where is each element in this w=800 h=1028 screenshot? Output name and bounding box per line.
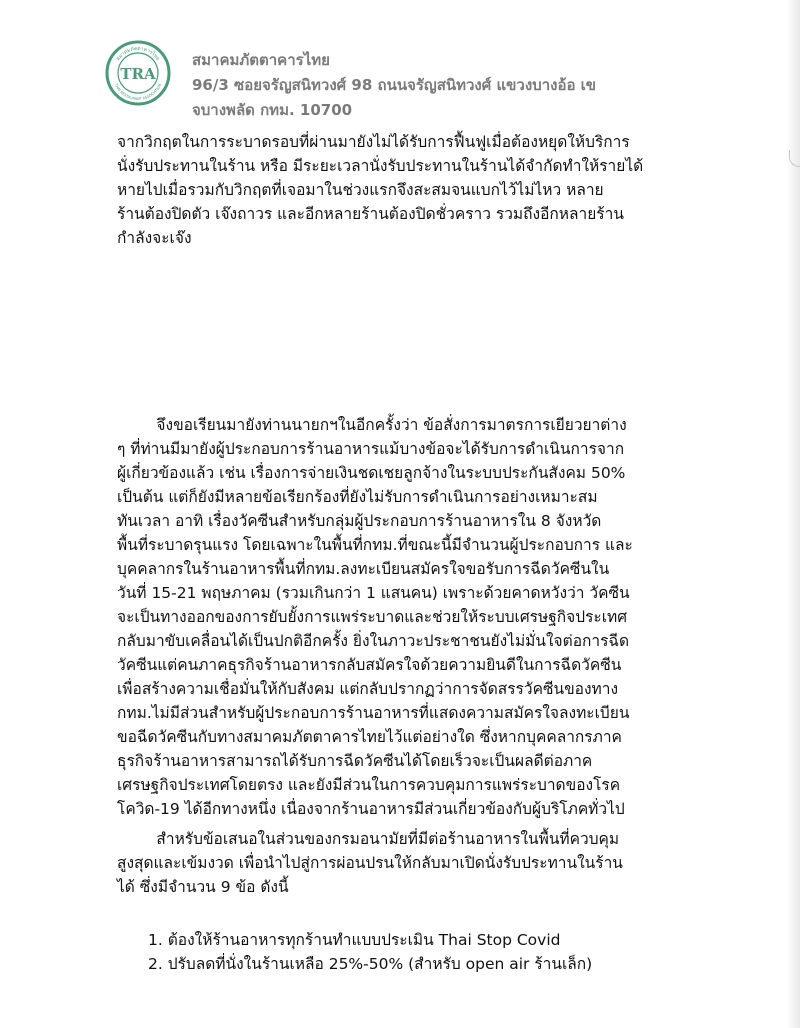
- paragraph-line: บุคคลากรในร้านอาหารพื้นที่กทม.ลงทะเบียนสมัครใจขอรับการฉีดวัคซีนใน: [117, 560, 610, 578]
- proposal-list: [148, 928, 708, 976]
- paragraph-line: หายไปเมื่อรวมกับวิกฤตที่เจอมาในช่วงแรกจึงสะสมจนแบกไว้ไม่ไหว หลาย: [117, 181, 604, 199]
- paragraph-line: โควิด-19 ได้อีกทางหนึ่ง เนื่องจากร้านอาหารมีส่วนเกี่ยวข้องกับผู้บริโภคทั่วไป: [117, 800, 625, 818]
- list-item: 1. ต้องให้ร้านอาหารทุกร้านทำแบบประเมิน Thai Stop Covid: [148, 931, 561, 949]
- paragraph-line: ทันเวลา อาทิ เรื่องวัคซีนสำหรับกลุ่มผู้ประกอบการร้านอาหารใน 8 จังหวัด: [117, 512, 602, 530]
- paragraph-line: เป็นต้น แต่ก็ยังมีหลายข้อเรียกร้องที่ยังไม่รับการดำเนินการอย่างเหมาะสม: [117, 488, 598, 506]
- paragraph-line: เพื่อสร้างความเชื่อมั่นให้กับสังคม แต่กลับปรากฏว่าการจัดสรรวัคซีนของทาง: [117, 680, 619, 698]
- logo-ring-text-top: สมาคมภัตตาคารไทย: [115, 45, 161, 62]
- paragraph-line: ๆ ที่ท่านมีมายังผู้ประกอบการร้านอาหารแม้บางข้อจะได้รับการดำเนินการจาก: [117, 440, 625, 458]
- organization-address-line-1: 96/3 ซอยจรัญสนิทวงศ์ 98 ถนนจรัญสนิทวงศ์ แขวงบางอ้อ เข: [192, 76, 597, 94]
- paragraph-line: ขอฉีดวัคซีนกับทางสมาคมภัตตาคารไทยไว้แต่อย่างใด ซึ่งหากบุคคลากรภาค: [117, 728, 622, 746]
- paragraph-line: จึงขอเรียนมายังท่านนายกฯในอีกครั้งว่า ข้อสั่งการมาตรการเยียวยาต่าง: [117, 416, 627, 434]
- paragraph-line: กลับมาขับเคลื่อนได้เป็นปกติอีกครั้ง ยิ่งในภาวะประชาชนยังไม่มั่นใจต่อการฉีด: [117, 632, 630, 650]
- paragraph-line: จะเป็นทางออกของการยับยั้งการแพร่ระบาดและช่วยให้ระบบเศรษฐกิจประเทศ: [117, 608, 628, 626]
- paragraph-line: ผู้เกี่ยวข้องแล้ว เช่น เรื่องการจ่ายเงินชดเชยลูกจ้างในระบบประกันสังคม 50%: [117, 464, 626, 482]
- paragraph-line: พื้นที่ระบาดรุนแรง โดยเฉพาะในพื้นที่กทม.ที่ขณะนี้มีจำนวนผู้ประกอบการ และ: [117, 536, 633, 554]
- list-item: 2. ปรับลดที่นั่งในร้านเหลือ 25%-50% (สำหรับ open air ร้านเล็ก): [148, 955, 593, 973]
- paragraph-line: วันที่ 15-21 พฤษภาคม (รวมเกินกว่า 1 แสนคน) เพราะด้วยคาดหวังว่า วัคซีน: [117, 584, 630, 602]
- paragraph-3: [117, 827, 707, 899]
- paragraph-line: สำหรับข้อเสนอในส่วนของกรมอนามัยที่มีต่อร้านอาหารในพื้นที่ควบคุม: [117, 830, 620, 848]
- paragraph-line: กำลังจะเจ๊ง: [117, 229, 192, 247]
- paragraph-line: ร้านต้องปิดตัว เจ๊งถาวร และอีกหลายร้านต้องปิดชั่วคราว รวมถึงอีกหลายร้าน: [117, 205, 624, 223]
- paragraph-line: ธุรกิจร้านอาหารสามารถได้รับการฉีดวัคซีนได้โดยเร็วจะเป็นผลดีต่อภาค: [117, 752, 593, 770]
- paragraph-line: จากวิกฤตในการระบาดรอบที่ผ่านมายังไม่ได้รับการฟื้นฟูเมื่อต้องหยุดให้บริการ: [117, 133, 630, 151]
- logo-ring-text-bottom: THAI RESTAURANT ASSOCIATION: [113, 83, 163, 102]
- logo-text: TRA: [120, 65, 156, 83]
- paragraph-line: ได้ ซึ่งมีจำนวน 9 ข้อ ดังนี้: [117, 878, 289, 896]
- organization-address-line-2: จบางพลัด กทม. 10700: [192, 101, 353, 119]
- paragraph-line: วัคซีนแต่คนภาคธุรกิจร้านอาหารกลับสมัครใจด้วยความยินดีในการฉีดวัคซีน: [117, 656, 622, 674]
- paragraph-line: กทม.ไม่มีส่วนสำหรับผู้ประกอบการร้านอาหารที่แสดงความสมัครใจลงทะเบียน: [117, 704, 630, 722]
- paragraph-line: เศรษฐกิจประเทศโดยตรง และยังมีส่วนในการควบคุมการแพร่ระบาดของโรค: [117, 776, 621, 794]
- letterhead: [192, 48, 732, 123]
- paragraph-line: สูงสุดและเข้มงวด เพื่อนำไปสู่การผ่อนปรนให้กลับมาเปิดนั่งรับประทานในร้าน: [117, 854, 623, 872]
- organization-name: สมาคมภัตตาคารไทย: [192, 51, 330, 69]
- tra-logo: [105, 40, 171, 106]
- paragraph-line: นั่งรับประทานในร้าน หรือ มีระยะเวลานั่งรับประทานในร้านได้จำกัดทำให้รายได้: [117, 157, 644, 175]
- paragraph-1: [117, 130, 707, 250]
- paragraph-2: [117, 413, 707, 821]
